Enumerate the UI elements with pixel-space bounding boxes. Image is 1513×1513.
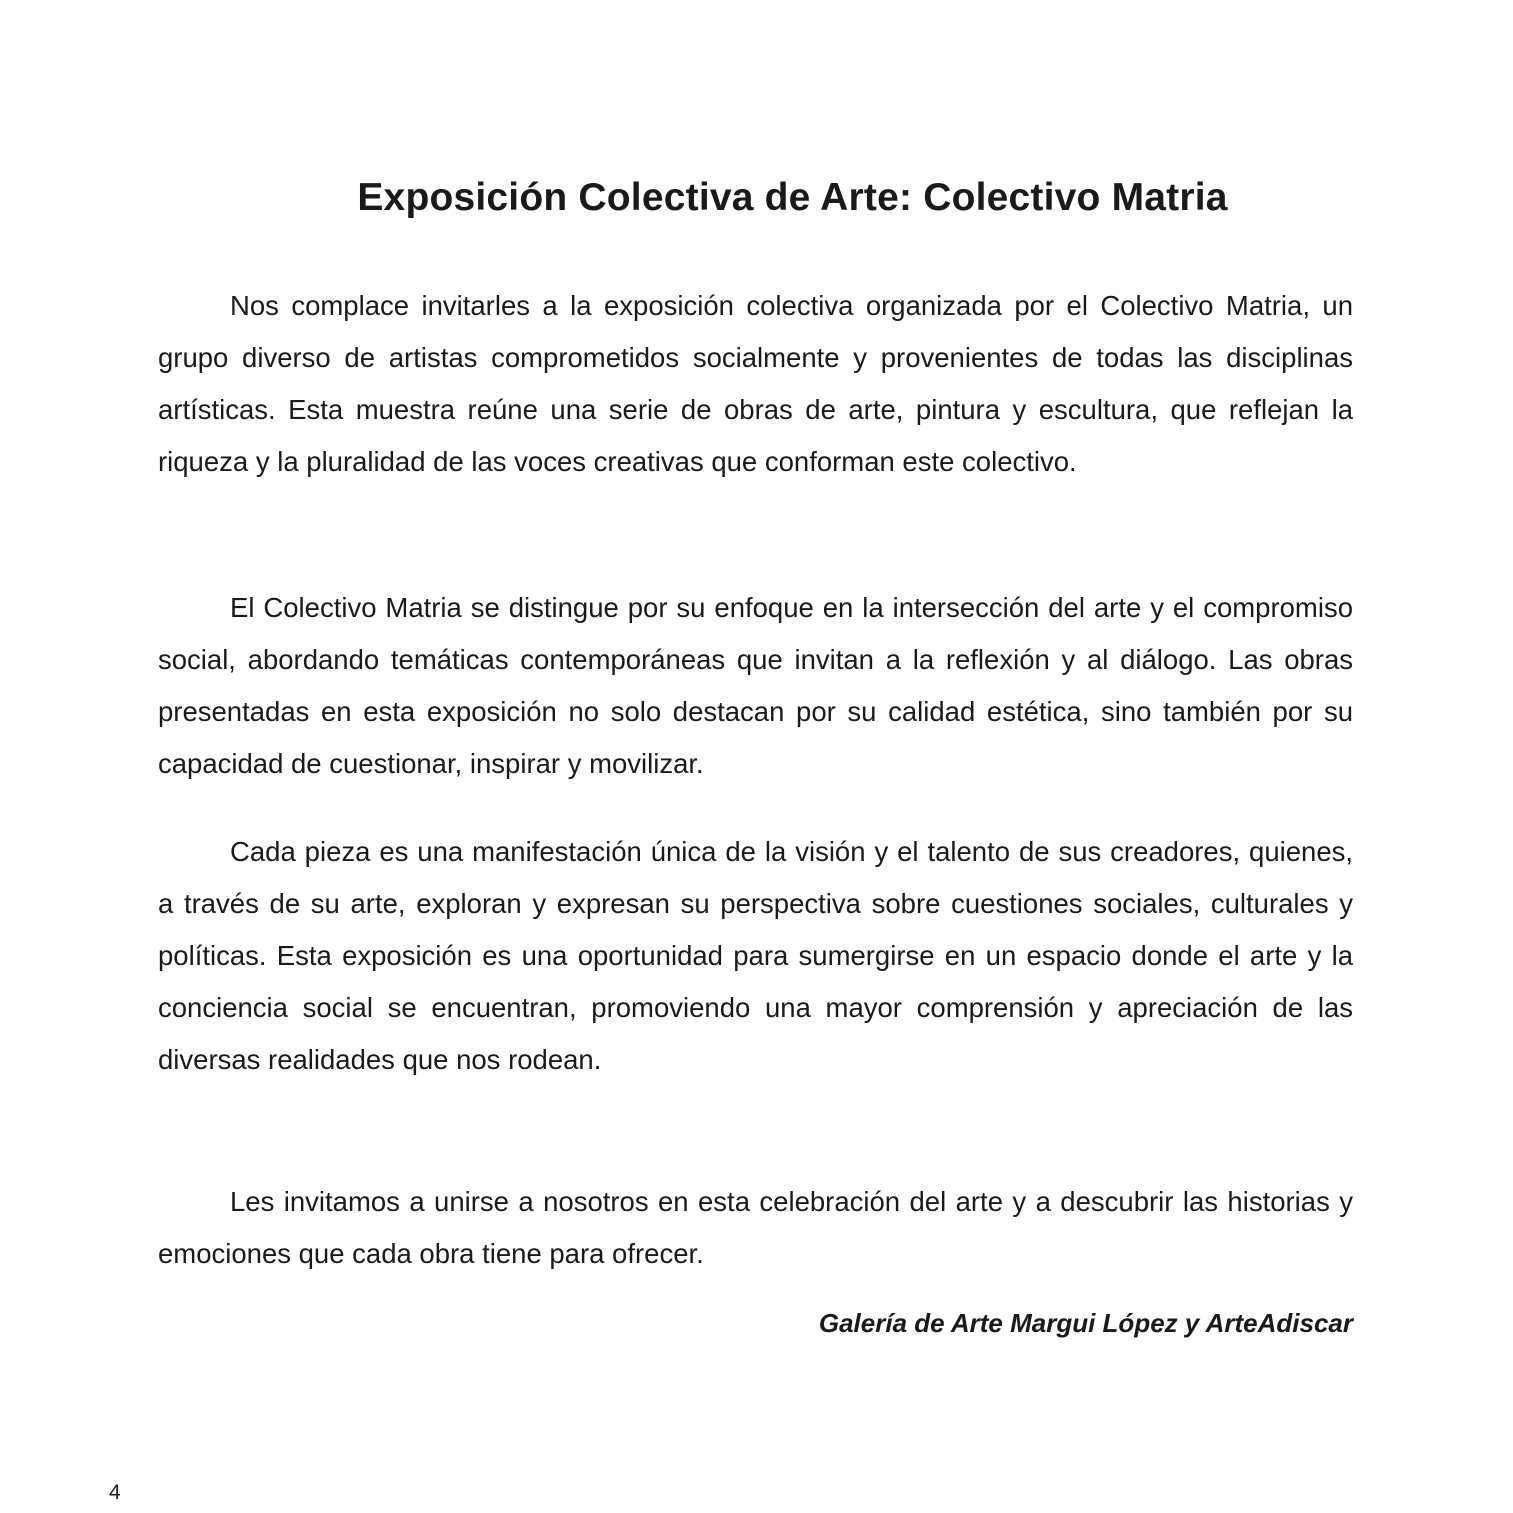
- page-title: Exposición Colectiva de Arte: Colectivo Matria: [357, 176, 1228, 219]
- paragraph-2: El Colectivo Matria se distingue por su enfoque en la intersección del arte y el compromiso social, abordando temáticas contemporáneas que invitan a la reflexión y al diálogo. Las obras presentadas en esta exposición no solo destacan por su calidad estética, sino también por su capacidad de cuestionar, inspirar y movilizar.: [158, 592, 1353, 779]
- signature: Galería de Arte Margui López y ArteAdiscar: [818, 1308, 1353, 1338]
- paragraph-4: Les invitamos a unirse a nosotros en esta celebración del arte y a descubrir las historias y emociones que cada obra tiene para ofrecer.: [158, 1186, 1353, 1269]
- page-number: 4: [109, 1481, 121, 1504]
- paragraph-3: Cada pieza es una manifestación única de la visión y el talento de sus creadores, quienes, a través de su arte, exploran y expresan su perspectiva sobre cuestiones sociales, culturales y políticas. Esta exposición es una oportunidad para sumergirse en un espacio donde el arte y la conciencia social se encuentran, promoviendo una mayor comprensión y apreciación de las diversas realidades que nos rodean.: [158, 836, 1353, 1075]
- paragraph-1: Nos complace invitarles a la exposición colectiva organizada por el Colectivo Matria, un grupo diverso de artistas comprometidos socialmente y provenientes de todas las disciplinas artísticas. Esta muestra reúne una serie de obras de arte, pintura y escultura, que reflejan la riqueza y la pluralidad de las voces creativas que conforman este colectivo.: [158, 290, 1353, 477]
